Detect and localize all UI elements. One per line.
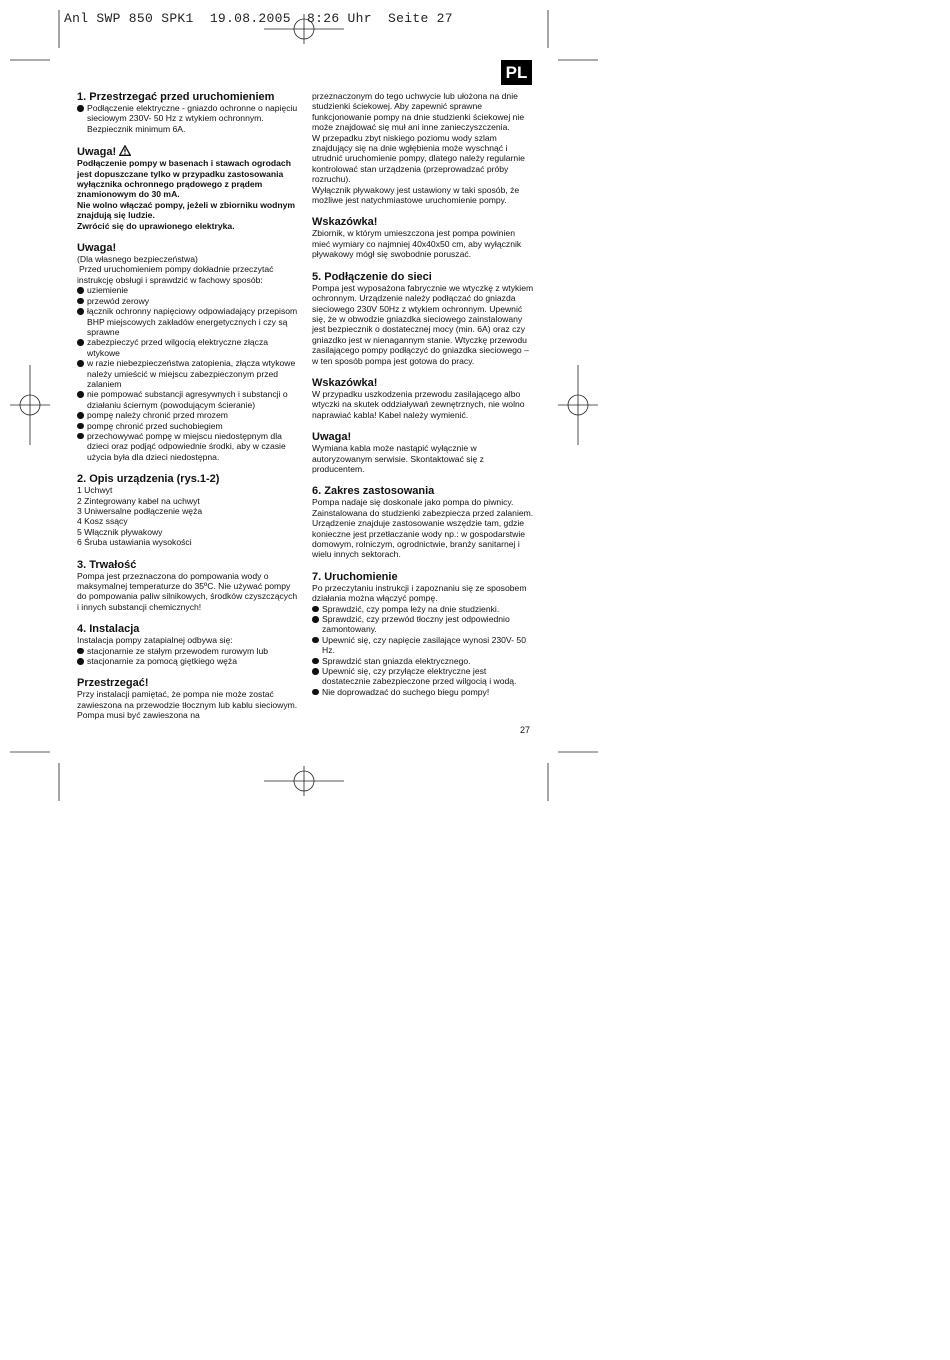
section-text: przeznaczonym do tego uchwycie lub ułożona na dnie studzienki ściekowej. Aby zapewnić sprawne funkcjonowanie pompy na dnie studzienki ściekowej nie może znajdować się muł ani inne zanieczyszczenia. bbox=[312, 91, 525, 133]
bullet-list bbox=[312, 604, 534, 698]
section-title-text: Uwaga! bbox=[77, 146, 117, 159]
section-title: Uwaga! bbox=[312, 431, 352, 444]
section-text: Wyłącznik pływakowy jest ustawiony w taki sposób, że możliwe jest natychmiastowe uruchomienie pompy. bbox=[312, 184, 520, 206]
registration-mark-bottom bbox=[264, 766, 344, 796]
section-text: Pompa jest wyposażona fabrycznie we wtyczkę z wtykiem ochronnym. Urządzenie należy podłączać do gniazda sieciowego 230V 50Hz z wtykiem ochronnym. Upewnić się, że w obwodzie gniazdka sieciowego zainstalowany jest bezpiecznik o dostatecznej mocy (min. 6A) oraz czy gniazdko jest w nienagannym stanie. Wtyczkę przewodu zasilającego pompy podłączyć do gniazdka sieciowego – w ten sposób pompa jest gotowa do pracy. bbox=[312, 282, 534, 366]
section-continued bbox=[312, 91, 534, 205]
list-item: łącznik ochronny napięciowy odpowiadający przepisom BHP miejscowych zakładów energetycznych i czy są sprawne bbox=[77, 306, 301, 337]
list-item: Podłączenie elektryczne - gniazdo ochronne o napięciu sieciowym 230V- 50 Hz z wtykiem ochronnym. Bezpiecznik minimum 6A. bbox=[77, 103, 301, 134]
section-text: W przepadku zbyt niskiego poziomu wody szlam znajdujący się na dnie wgłębienia może wyschnąć i utrudnić uruchomienie pompy, dlatego należy regularnie kontrolować stan urządzenia (przeprowadzać próby rozruchu). bbox=[312, 132, 525, 185]
print-header: Anl SWP 850 SPK1 19.08.2005 8:26 Uhr Seite 27 bbox=[64, 11, 453, 26]
warning-text: Zwrócić się do uprawionego elektryka. bbox=[77, 220, 235, 231]
section-warning bbox=[77, 145, 301, 231]
warning-text: Nie wolno włączać pompy, jeżeli w zbiorniku wodnym znajdują się ludzie. bbox=[77, 199, 296, 221]
section-tip-cable bbox=[312, 377, 534, 420]
section-title: 2. Opis urządzenia (rys.1-2) bbox=[77, 473, 220, 486]
section-text: Zbiornik, w którym umieszczona jest pompa powinien mieć wymiary co najmniej 40x40x50 cm, aby wyłącznik pływakowy mógł się swobodnie poruszać. bbox=[312, 228, 522, 260]
list-item: przechowywać pompę w miejscu niedostępnym dla dzieci oraz podjąć odpowiednie środki, aby w czasie użycia była dla dzieci niedostępna. bbox=[77, 431, 301, 462]
section-title: Wskazówka! bbox=[312, 216, 378, 229]
section-title: 3. Trwałość bbox=[77, 558, 137, 571]
list-item: Sprawdzić, czy pompa leży na dnie studzienki. bbox=[312, 604, 534, 614]
left-column bbox=[77, 91, 301, 732]
list-item: przewód zerowy bbox=[77, 296, 301, 306]
section-text: Po przeczytaniu instrukcji i zapoznaniu się ze sposobem działania można włączyć pompę. bbox=[312, 582, 527, 604]
section-device-description bbox=[77, 473, 301, 547]
section-text: Pompa jest przeznaczona do pompowania wody o maksymalnej temperaturze do 35ºC. Nie używać pompy do pompowania paliw silnikowych, środków czyszczących i innych substancji chemicznych! bbox=[77, 570, 298, 612]
section-caution bbox=[77, 677, 301, 720]
section-durability bbox=[77, 559, 301, 613]
bullet-list bbox=[77, 285, 301, 462]
section-title: Uwaga! bbox=[77, 242, 117, 255]
parts-item: 2 Zintegrowany kabel na uchwyt bbox=[77, 495, 200, 506]
list-item: stacjonarnie ze stałym przewodem rurowym lub bbox=[77, 646, 301, 656]
list-item: Upewnić się, czy przyłącze elektryczne jest dostatecznie zabezpieczone przed wilgocią i wodą. bbox=[312, 666, 534, 687]
section-title bbox=[77, 145, 301, 158]
list-item: Sprawdzić, czy przewód tłoczny jest odpowiednio zamontowany. bbox=[312, 614, 534, 635]
list-item: Nie doprowadzać do suchego biegu pompy! bbox=[312, 687, 534, 697]
section-text: Pompa nadaje się doskonale jako pompa do piwnicy. Zainstalowana do studzienki zabezpiecza przed zalaniem. Urządzenie znajduje zastosowanie wszędzie tam, gdzie konieczne jest przetłaczanie wody np.: w gospodarstwie domowym, rolniczym, ogrodnictwie, branży sanitarnej i wielu innych sektorach. bbox=[312, 497, 534, 560]
bullet-list bbox=[77, 103, 301, 134]
page-number: 27 bbox=[520, 725, 531, 735]
warning-text: Podłączenie pompy w basenach i stawach ogrodach jest dopuszczane tylko w przypadku zastosowania wyłącznika ochronnego prądowego z prądem znamionowym do 30 mA. bbox=[77, 158, 291, 200]
list-item: pompę chronić przed suchobiegiem bbox=[77, 421, 301, 431]
list-item: Sprawdzić stan gniazda elektrycznego. bbox=[312, 656, 534, 666]
section-text: Wymiana kabla może nastąpić wyłącznie w autoryzowanym serwisie. Skontaktować się z producentem. bbox=[312, 443, 484, 474]
section-intro: Przed uruchomieniem pompy dokładnie przeczytać instrukcję obsługi i sprawdzić w fachowy sposób: bbox=[77, 264, 274, 285]
section-title: Wskazówka! bbox=[312, 376, 378, 389]
parts-item: 6 Śruba ustawiania wysokości bbox=[77, 537, 192, 548]
section-title: 1. Przestrzegać przed uruchomieniem bbox=[77, 91, 275, 103]
section-warning-cable bbox=[312, 431, 534, 474]
parts-item: 4 Kosz ssący bbox=[77, 516, 128, 527]
section-text: Instalacja pompy zatapialnej odbywa się: bbox=[77, 635, 233, 646]
parts-item: 5 Włącznik pływakowy bbox=[77, 526, 163, 537]
right-column bbox=[312, 91, 534, 708]
section-text: W przypadku uszkodzenia przewodu zasilającego albo wtyczki na skutek oddziaływań zewnętrznych, nie wolno naprawiać kabla! Kabel należy wymienić. bbox=[312, 388, 525, 420]
registration-mark-top bbox=[264, 14, 344, 44]
section-before-start bbox=[77, 91, 301, 134]
section-scope-of-use bbox=[312, 485, 534, 559]
section-title: 4. Instalacja bbox=[77, 623, 140, 636]
list-item: stacjonarnie za pomocą giętkiego węża bbox=[77, 656, 301, 666]
section-title: Przestrzegać! bbox=[77, 677, 149, 690]
section-title: 5. Podłączenie do sieci bbox=[312, 270, 432, 283]
list-item: pompę należy chronić przed mrozem bbox=[77, 410, 301, 420]
section-installation bbox=[77, 623, 301, 666]
section-text: Przy instalacji pamiętać, że pompa nie może zostać zawieszona na przewodzie tłocznym lub kablu sieciowym. Pompa musi być zawieszona na bbox=[77, 689, 298, 721]
list-item: nie pompować substancji agresywnych i substancji o działaniu ściernym (powodującym ścieranie) bbox=[77, 389, 301, 410]
section-title: 7. Uruchomienie bbox=[312, 570, 398, 583]
list-item: w razie niebezpieczeństwa zatopienia, złącza wtykowe należy umieścić w miejscu zabezpieczonym przed zalaniem bbox=[77, 358, 301, 389]
section-mains-connection bbox=[312, 271, 534, 366]
list-item: uziemienie bbox=[77, 285, 301, 295]
bullet-list bbox=[77, 646, 301, 667]
section-safety bbox=[77, 242, 301, 462]
section-subtitle: (Dla własnego bezpieczeństwa) bbox=[77, 254, 198, 265]
parts-item: 3 Uniwersalne podłączenie węża bbox=[77, 506, 203, 516]
list-item: zabezpieczyć przed wilgocią elektryczne złącza wtykowe bbox=[77, 337, 301, 358]
warning-triangle-icon bbox=[119, 145, 131, 156]
language-badge: PL bbox=[501, 60, 532, 85]
registration-mark-right bbox=[558, 365, 598, 445]
section-tip bbox=[312, 216, 534, 259]
list-item: Upewnić się, czy napięcie zasilające wynosi 230V- 50 Hz. bbox=[312, 635, 534, 656]
parts-item: 1 Uchwyt bbox=[77, 485, 113, 496]
section-title: 6. Zakres zastosowania bbox=[312, 485, 435, 498]
section-start-up bbox=[312, 571, 534, 697]
registration-mark-left bbox=[10, 365, 50, 445]
